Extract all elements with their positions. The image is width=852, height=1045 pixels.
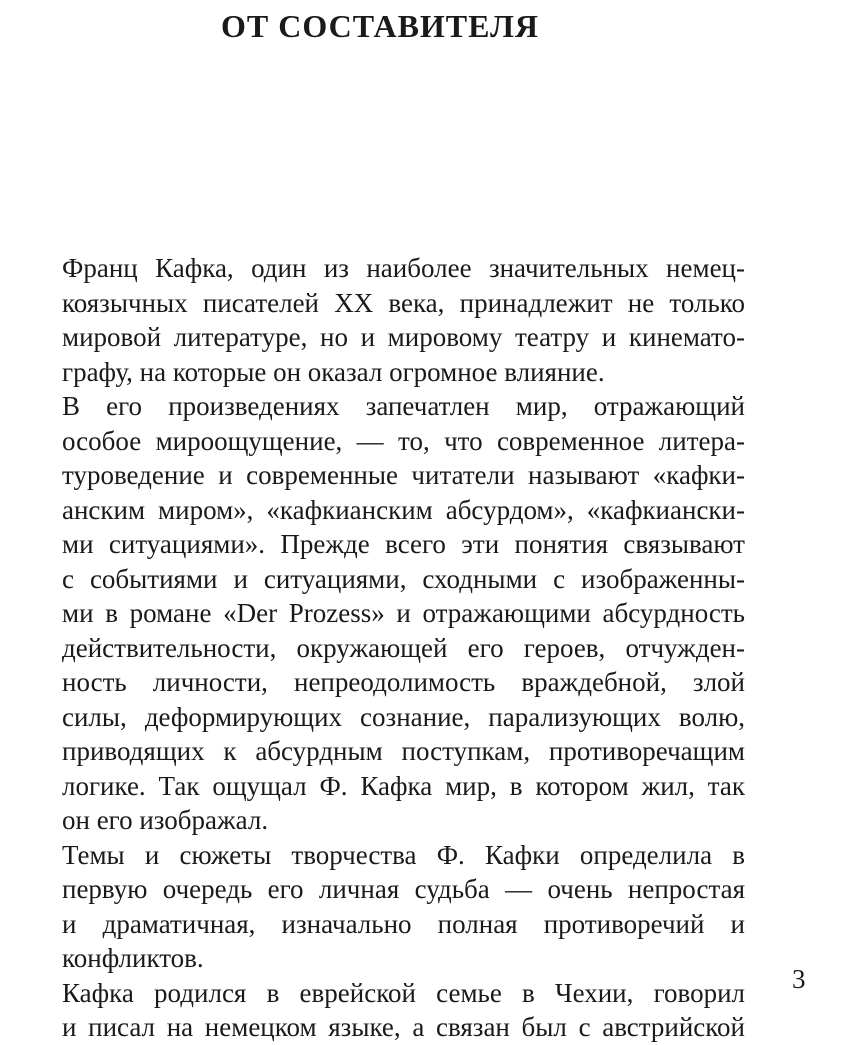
text-line: мировой литературе, но и мировому театру и кинемато- — [62, 322, 745, 352]
text-line: конфликтов. — [62, 943, 204, 973]
page-title: ОТ СОСТАВИТЕЛЯ — [220, 8, 540, 44]
text-line: особое мироощущение, — то, что современное литера- — [62, 425, 745, 456]
text-line: коязычных писателей XX века, принадлежит не только — [62, 287, 745, 318]
text-line: силы, деформирующих сознание, парализующих волю, — [62, 701, 745, 732]
text-line: Темы и сюжеты творчества Ф. Кафки определила в — [62, 839, 745, 870]
text-line: графу, на которые он оказал огромное влияние. — [62, 356, 605, 387]
page-number: 3 — [792, 964, 806, 994]
text-line: Кафка родился в еврейской семье в Чехии, говорил — [62, 977, 745, 1008]
text-line: он его изображал. — [62, 805, 269, 835]
text-line: первую очередь его личная судьба — очень непростая — [62, 874, 745, 904]
text-line: В его произведениях запечатлен мир, отражающий — [62, 391, 745, 421]
text-line: анским миром», «кафкианским абсурдом», «кафкиански- — [62, 494, 745, 525]
text-line: логике. Так ощущал Ф. Кафка мир, в котором жил, так — [62, 770, 745, 801]
text-line: и писал на немецком языке, а связан был с австрийской — [62, 1012, 745, 1042]
body-text — [62, 251, 745, 1045]
text-line: и драматичная, изначально полная противоречий и — [62, 908, 745, 939]
text-line: действительности, окружающей его героев, отчужден- — [62, 632, 745, 663]
text-line: ность личности, непреодолимость враждебной, злой — [62, 667, 745, 697]
text-line: приводящих к абсурдным поступкам, противоречащим — [62, 736, 745, 766]
text-line: ми в романе «Der Prozess» и отражающими абсурдность — [62, 598, 745, 628]
text-line: Франц Кафка, один из наиболее значительных немец- — [62, 253, 745, 283]
text-line: с событиями и ситуациями, сходными с изображенны- — [62, 563, 745, 594]
text-line: ми ситуациями». Прежде всего эти понятия связывают — [62, 529, 745, 559]
text-line: туроведение и современные читатели называют «кафки- — [62, 460, 745, 490]
